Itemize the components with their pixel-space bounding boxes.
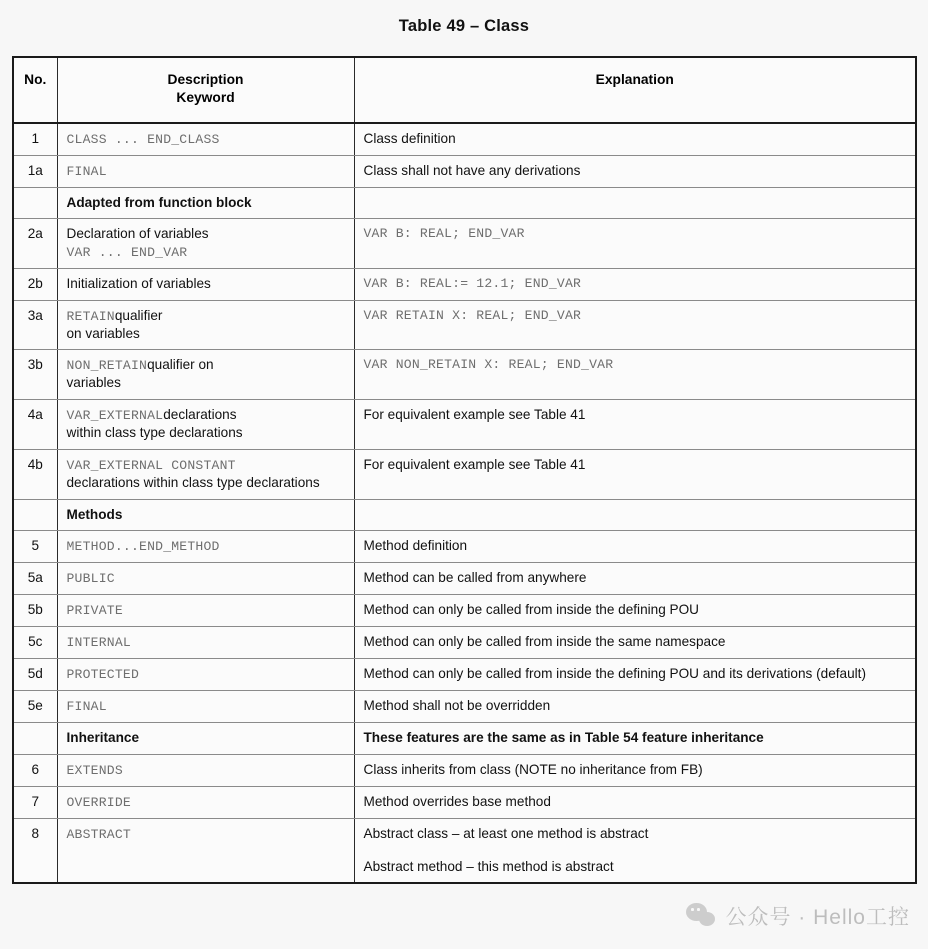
explanation-line: VAR NON_RETAIN X: REAL; END_VAR (363, 357, 614, 373)
description-line (67, 225, 345, 243)
table-row (13, 300, 916, 350)
row-number-cell: 2b (13, 269, 57, 301)
table-header-row (13, 57, 916, 123)
description-text: declarations (163, 407, 237, 423)
table-header (13, 57, 916, 123)
keyword-text: NON_RETAIN (66, 358, 148, 374)
description-line (67, 307, 345, 325)
row-description-cell (57, 300, 354, 350)
column-header-explanation: Explanation (354, 57, 916, 123)
explanation-line: VAR B: REAL; END_VAR (363, 226, 525, 242)
table-row (13, 155, 916, 187)
row-number-cell: 4a (13, 400, 57, 450)
row-explanation-cell (354, 723, 916, 755)
keyword-text: ABSTRACT (66, 826, 131, 842)
keyword-line (67, 569, 345, 587)
row-description-cell (57, 691, 354, 723)
table-row (13, 187, 916, 219)
explanation-line: Method definition (363, 538, 468, 554)
table-row (13, 350, 916, 400)
row-number-cell: 6 (13, 754, 57, 786)
row-explanation-cell (354, 400, 916, 450)
row-number-cell (13, 723, 57, 755)
keyword-text: PUBLIC (66, 571, 115, 587)
row-description-cell (57, 531, 354, 563)
keyword-line (67, 665, 345, 683)
table-body (13, 123, 916, 884)
row-description-cell (57, 449, 354, 499)
row-explanation-cell (354, 691, 916, 723)
row-explanation-cell (354, 754, 916, 786)
keyword-text: CLASS ... END_CLASS (66, 131, 220, 147)
row-number-cell (13, 187, 57, 219)
section-label: Adapted from function block (66, 194, 252, 210)
keyword-line (67, 537, 345, 555)
description-continuation: declarations within class type declarations (66, 474, 320, 490)
description-text: Initialization of variables (66, 276, 211, 292)
row-number-cell: 1a (13, 155, 57, 187)
explanation-line: Abstract method – this method is abstract (363, 858, 614, 874)
row-explanation-cell (354, 155, 916, 187)
keyword-text: INTERNAL (66, 635, 131, 651)
row-explanation-cell (354, 187, 916, 219)
row-description-cell (57, 818, 354, 883)
keyword-text: FINAL (66, 163, 107, 179)
row-explanation-cell (354, 123, 916, 156)
row-number-cell: 1 (13, 123, 57, 156)
explanation-line: For equivalent example see Table 41 (363, 456, 586, 472)
table-row (13, 400, 916, 450)
keyword-text: PRIVATE (66, 603, 123, 619)
row-explanation-cell (354, 269, 916, 301)
column-header-description-line2: Keyword (176, 90, 235, 106)
row-description-cell (57, 563, 354, 595)
row-explanation-cell (354, 659, 916, 691)
keyword-line (67, 243, 345, 261)
explanation-line: Method can only be called from inside the defining POU (363, 602, 700, 618)
class-feature-table (12, 56, 917, 884)
explanation-line: These features are the same as in Table 54 feature inheritance (363, 730, 764, 746)
keyword-line (67, 761, 345, 779)
keyword-line (67, 601, 345, 619)
keyword-line (67, 456, 345, 474)
keyword-text: RETAIN (66, 308, 115, 324)
description-text: qualifier (114, 307, 163, 323)
table-row (13, 563, 916, 595)
keyword-text: VAR ... END_VAR (66, 245, 188, 261)
explanation-line: For equivalent example see Table 41 (363, 407, 586, 423)
keyword-line (67, 162, 345, 180)
table-row (13, 691, 916, 723)
column-header-description-line1: Description (167, 72, 244, 87)
table-row (13, 219, 916, 269)
row-explanation-cell (354, 449, 916, 499)
row-description-cell (57, 123, 354, 156)
explanation-line: Method overrides base method (363, 793, 551, 809)
table-row (13, 754, 916, 786)
table-row (13, 723, 916, 755)
row-description-cell (57, 595, 354, 627)
row-number-cell: 5a (13, 563, 57, 595)
table-row (13, 269, 916, 301)
row-description-cell (57, 155, 354, 187)
row-explanation-cell (354, 300, 916, 350)
explanation-line: VAR B: REAL:= 12.1; END_VAR (363, 276, 582, 292)
table-row (13, 123, 916, 156)
description-continuation: within class type declarations (66, 425, 243, 441)
page-title: Table 49 – Class (398, 17, 530, 35)
row-explanation-cell (354, 531, 916, 563)
description-continuation: variables (66, 375, 121, 391)
row-description-cell (57, 627, 354, 659)
row-number-cell: 5b (13, 595, 57, 627)
row-explanation-cell (354, 350, 916, 400)
keyword-text: EXTENDS (66, 762, 123, 778)
explanation-line: Class definition (363, 130, 456, 146)
explanation-line: Method can only be called from inside the defining POU and its derivations (default) (363, 666, 866, 682)
row-number-cell (13, 499, 57, 531)
row-number-cell: 7 (13, 786, 57, 818)
explanation-line: Class inherits from class (NOTE no inheritance from FB) (363, 761, 703, 777)
row-number-cell: 8 (13, 818, 57, 883)
section-label: Methods (66, 506, 123, 522)
explanation-line: VAR RETAIN X: REAL; END_VAR (363, 307, 582, 323)
row-number-cell: 5c (13, 627, 57, 659)
keyword-text: VAR_EXTERNAL CONSTANT (66, 457, 236, 473)
row-explanation-cell (354, 627, 916, 659)
row-number-cell: 2a (13, 219, 57, 269)
table-row (13, 818, 916, 883)
row-description-cell (57, 350, 354, 400)
row-description-cell (57, 659, 354, 691)
description-text: qualifier on (147, 357, 214, 373)
column-header-no: No. (13, 57, 57, 123)
keyword-text: VAR_EXTERNAL (66, 408, 164, 424)
keyword-line (67, 793, 345, 811)
row-description-cell (57, 786, 354, 818)
keyword-text: OVERRIDE (66, 794, 131, 810)
table-row (13, 449, 916, 499)
description-line (67, 406, 345, 424)
row-explanation-cell (354, 786, 916, 818)
keyword-line (67, 825, 345, 843)
description-text: Declaration of variables (66, 226, 209, 242)
description-line (67, 356, 345, 374)
keyword-text: FINAL (66, 699, 107, 715)
table-row (13, 659, 916, 691)
row-number-cell: 5e (13, 691, 57, 723)
row-number-cell: 5d (13, 659, 57, 691)
row-explanation-cell (354, 563, 916, 595)
table-row (13, 531, 916, 563)
row-description-cell (57, 723, 354, 755)
explanation-line: Abstract class – at least one method is abstract (363, 825, 649, 841)
row-description-cell (57, 219, 354, 269)
wechat-icon (686, 903, 716, 929)
table-row (13, 786, 916, 818)
description-continuation: on variables (66, 325, 140, 341)
keyword-line (67, 130, 345, 148)
row-number-cell: 5 (13, 531, 57, 563)
keyword-line (67, 633, 345, 651)
keyword-text: PROTECTED (66, 667, 140, 683)
table-row (13, 595, 916, 627)
row-description-cell (57, 754, 354, 786)
table-row (13, 627, 916, 659)
row-number-cell: 3a (13, 300, 57, 350)
explanation-line: Class shall not have any derivations (363, 162, 581, 178)
explanation-line: Method can only be called from inside the same namespace (363, 634, 726, 650)
row-explanation-cell (354, 219, 916, 269)
watermark-text: 公众号 · Hello工控 (725, 906, 910, 929)
keyword-text: METHOD...END_METHOD (66, 539, 220, 555)
explanation-line: Method can be called from anywhere (363, 570, 587, 586)
column-header-description (57, 57, 354, 123)
row-description-cell (57, 400, 354, 450)
row-description-cell (57, 499, 354, 531)
row-number-cell: 3b (13, 350, 57, 400)
table-row (13, 499, 916, 531)
keyword-line (67, 697, 345, 715)
row-number-cell: 4b (13, 449, 57, 499)
row-description-cell (57, 187, 354, 219)
row-explanation-cell (354, 595, 916, 627)
row-explanation-cell (354, 499, 916, 531)
explanation-line: Method shall not be overridden (363, 698, 551, 714)
row-explanation-cell (354, 818, 916, 883)
watermark (686, 901, 910, 931)
section-label: Inheritance (66, 730, 140, 746)
row-description-cell (57, 269, 354, 301)
